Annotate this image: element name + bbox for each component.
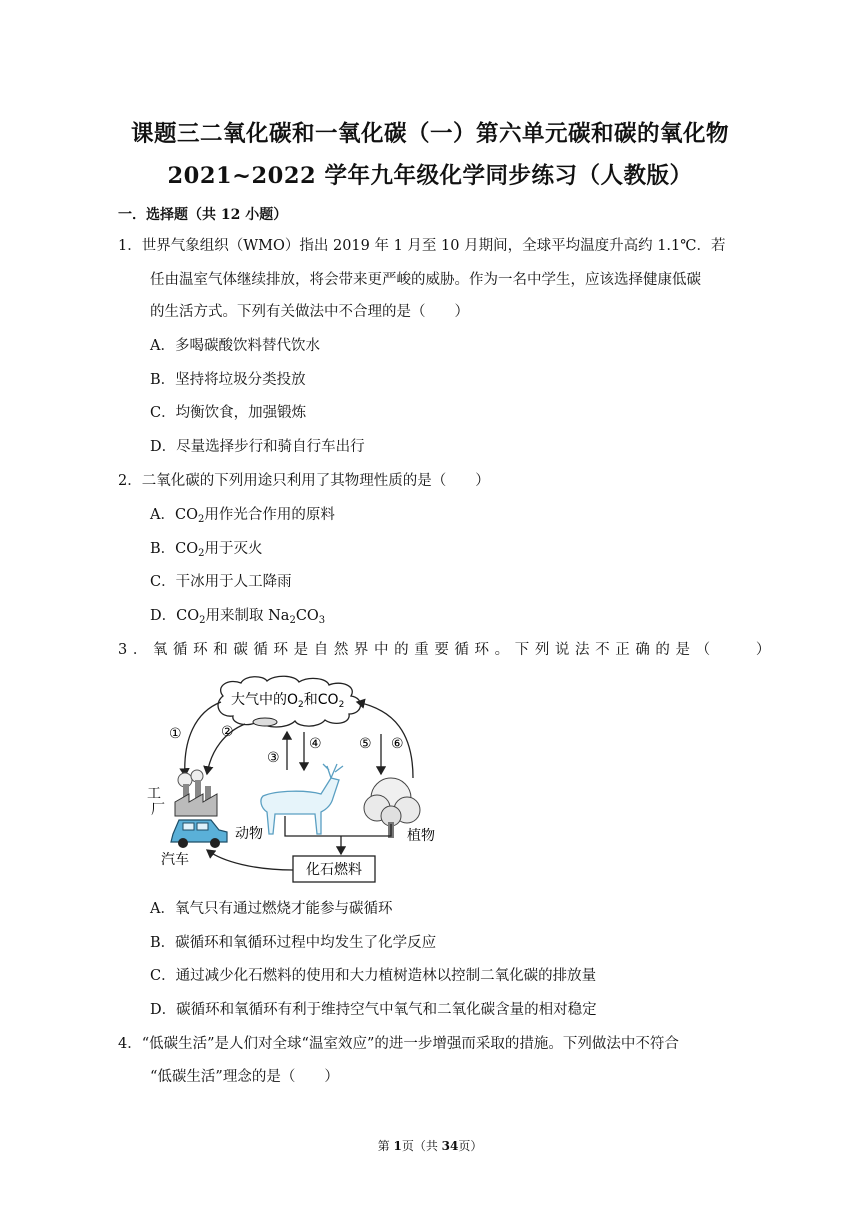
label-4: ④ <box>309 736 322 752</box>
fossil-fuel-label: 化石燃料 <box>306 862 362 878</box>
q2-option-b: B．$CO_2$用于灭火 <box>150 541 263 559</box>
q2-option-d: D．$CO_2$用来制取 $Na_2CO_3$ <box>150 608 326 626</box>
label-6: ⑥ <box>391 736 404 752</box>
q1-option-b: B．坚持将垃圾分类投放 <box>150 372 306 388</box>
q4-stem-line1: 4．“低碳生活”是人们对全球“温室效应”的进一步增强而采取的措施。下列做法中不符合 <box>118 1036 679 1052</box>
label-2: ② <box>221 724 234 740</box>
factory-label-1: 工 <box>147 786 161 802</box>
car-label: 汽车 <box>161 852 189 868</box>
smoke-blob <box>253 718 277 726</box>
q1-option-a: A．多喝碳酸饮料替代饮水 <box>150 338 320 354</box>
q1-stem-line3: 的生活方式。下列有关做法中不合理的是（ ） <box>150 304 469 320</box>
car-icon <box>171 820 227 848</box>
q1-stem-line2: 任由温室气体继续排放，将会带来更严峻的威胁。作为一名中学生，应该选择健康低碳 <box>150 272 701 288</box>
plant-label: 植物 <box>407 828 435 844</box>
q3-option-a: A．氧气只有通过燃烧才能参与碳循环 <box>150 901 393 917</box>
cloud-label: 大气中的$O_2$和$CO_2$ <box>231 692 345 710</box>
label-3: ③ <box>267 750 280 766</box>
q1-option-c: C．均衡饮食，加强锻炼 <box>150 405 307 421</box>
deer-icon <box>261 764 343 834</box>
q1-stem-line1: 1．世界气象组织（WMO）指出 2019 年 1 月至 10 月期间，全球平均温度升高约 1.1℃．若 <box>118 238 726 254</box>
page-footer: 第 1页（共 34页） <box>377 1139 483 1153</box>
arrow-fuel-to-car <box>207 850 293 870</box>
section-heading: 一．选择题（共 12 小题） <box>118 207 288 223</box>
carbon-oxygen-cycle-diagram <box>145 674 445 886</box>
animal-label: 动物 <box>235 826 263 842</box>
document-title-line2: 2021~2022 学年九年级化学同步练习（人教版） <box>167 163 693 189</box>
q3-stem: 3．氧循环和碳循环是自然界中的重要循环。下列说法不正确的是（ ） <box>118 642 777 658</box>
q1-option-d: D．尽量选择步行和骑自行车出行 <box>150 439 365 455</box>
arrow-1 <box>185 702 221 776</box>
label-1: ① <box>169 726 182 742</box>
q2-option-c: C．干冰用于人工降雨 <box>150 574 292 590</box>
label-5: ⑤ <box>359 736 372 752</box>
factory-icon <box>175 770 217 816</box>
q2-option-a: A．$CO_2$用作光合作用的原料 <box>150 507 335 525</box>
document-title-line1: 课题三二氧化碳和一氧化碳（一）第六单元碳和碳的氧化物 <box>130 121 729 147</box>
q4-stem-line2: “低碳生活”理念的是（ ） <box>150 1069 339 1085</box>
q2-stem: 2．二氧化碳的下列用途只利用了其物理性质的是（ ） <box>118 473 490 489</box>
q3-option-b: B．碳循环和氧循环过程中均发生了化学反应 <box>150 935 437 951</box>
factory-label-2: 厂 <box>151 802 165 818</box>
q3-option-d: D．碳循环和氧循环有利于维持空气中氧气和二氧化碳含量的相对稳定 <box>150 1002 597 1018</box>
q3-option-c: C．通过减少化石燃料的使用和大力植树造林以控制二氧化碳的排放量 <box>150 968 597 984</box>
